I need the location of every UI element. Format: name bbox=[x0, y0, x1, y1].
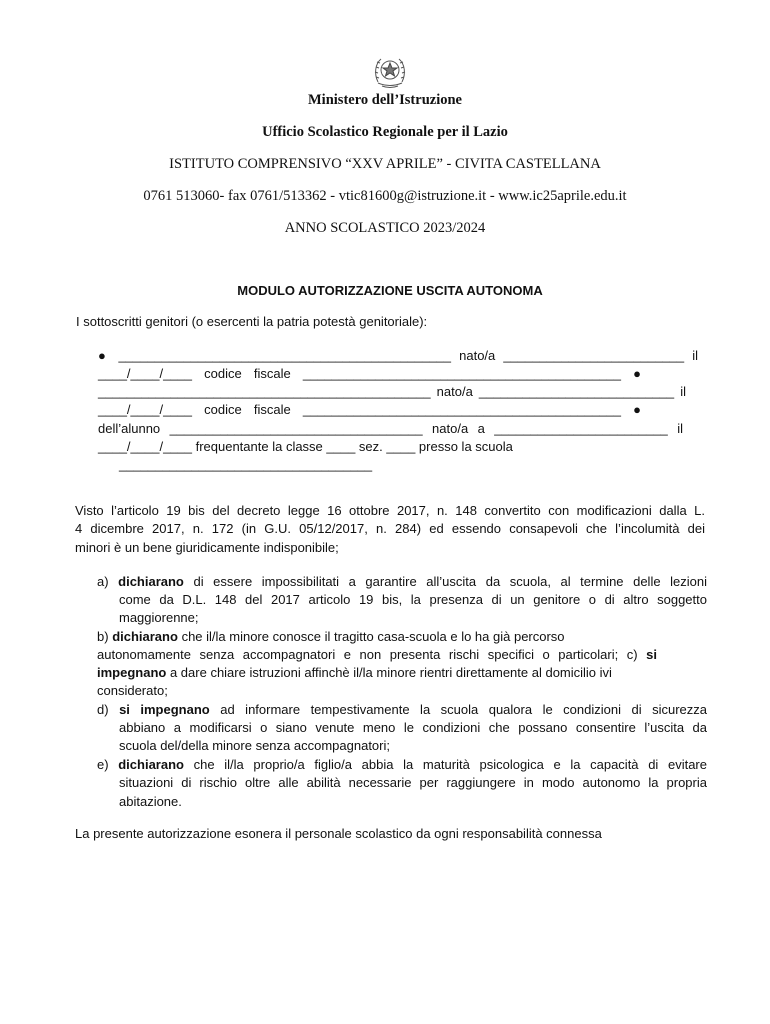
item-b-line-2: autonomamente senza accompagnatori e non presenta rischi specifici o particolari; c) si bbox=[97, 647, 657, 662]
item-a-marker: a) bbox=[97, 574, 109, 589]
student-name-field[interactable]: dell’alunno ___________________________________ nato/a a ________________________ il bbox=[98, 421, 683, 436]
ministry-title: Ministero dell’Istruzione bbox=[308, 92, 462, 108]
item-a-line-3: maggiorenne; bbox=[119, 610, 199, 625]
item-b-line-1 bbox=[97, 628, 565, 646]
student-class-field[interactable]: ____/____/____ frequentante la classe ____ sez. ____ presso la scuola bbox=[98, 439, 513, 454]
school-year: ANNO SCOLASTICO 2023/2024 bbox=[284, 220, 486, 236]
item-e-line-2: situazioni di rischio oltre alle abilità necessarie per raggiungere in modo autonomo la propria bbox=[119, 775, 707, 790]
item-c-verb-part-1: si bbox=[646, 647, 657, 662]
item-e-line-1: e) dichiarano che il/la proprio/a figlio/a abbia la maturità psicologica e la capacità di evitare bbox=[97, 757, 707, 772]
item-d-line-1: d) si impegnano ad informare tempestivamente la scuola qualora le condizioni di sicurezza bbox=[97, 702, 707, 717]
item-b-verb: dichiarano bbox=[112, 629, 178, 644]
institute-name: ISTITUTO COMPRENSIVO “XXV APRILE” - CIVITA CASTELLANA bbox=[169, 156, 601, 172]
item-c-verb-part-2: impegnano bbox=[97, 665, 167, 680]
parent1-birth-cf-field[interactable]: ____/____/____ codice fiscale ____________________________________________ ● bbox=[98, 366, 641, 381]
form-title: MODULO AUTORIZZAZIONE USCITA AUTONOMA bbox=[237, 283, 543, 298]
parent2-name-field[interactable]: ______________________________________________ nato/a ___________________________ il bbox=[98, 384, 686, 399]
intro-text: I sottoscritti genitori (o esercenti la patria potestà genitoriale): bbox=[76, 314, 428, 329]
italian-republic-emblem-icon bbox=[372, 52, 408, 90]
item-b-text: che il/la minore conosce il tragitto casa-scuola e lo ha già percorso bbox=[181, 629, 565, 644]
parent2-birth-cf-field[interactable]: ____/____/____ codice fiscale ____________________________________________ ● bbox=[98, 402, 641, 417]
item-a-text: di essere impossibilitati a garantire all’uscita da scuola, al termine delle lezioni bbox=[193, 574, 707, 589]
premise-line-2: 4 dicembre 2017, n. 172 (in G.U. 05/12/2017, n. 284) ed essendo consapevoli che l’incolumità dei bbox=[75, 521, 705, 536]
item-a-line-2: come da D.L. 148 del 2017 articolo 19 bis, la presenza di un genitore o di altro soggetto bbox=[119, 592, 707, 607]
school-name-field[interactable]: ___________________________________ bbox=[119, 457, 373, 472]
item-d-line-2: abbiano a modificarsi o siano venute meno le condizioni che possano consentire l’uscita da bbox=[119, 720, 707, 735]
premise-line-1: Visto l’articolo 19 bis del decreto legge 16 ottobre 2017, n. 148 convertito con modificazioni dalla L. bbox=[75, 503, 705, 518]
contacts-line: 0761 513060- fax 0761/513362 - vtic81600g@istruzione.it - www.ic25aprile.edu.it bbox=[143, 188, 627, 204]
parent1-name-field[interactable]: ● ______________________________________________ nato/a _________________________ il bbox=[98, 348, 698, 363]
item-d-marker: d) bbox=[97, 702, 109, 717]
item-e-marker: e) bbox=[97, 757, 109, 772]
item-a-verb: dichiarano bbox=[118, 574, 184, 589]
item-e-line-3: abitazione. bbox=[119, 794, 182, 809]
regional-office: Ufficio Scolastico Regionale per il Lazio bbox=[262, 124, 508, 140]
item-b-line-3: impegnano a dare chiare istruzioni affinchè il/la minore rientri direttamente al domicilio ivi bbox=[97, 665, 612, 680]
item-a-line-1 bbox=[97, 573, 707, 591]
item-b-marker: b) bbox=[97, 629, 109, 644]
closing-statement: La presente autorizzazione esonera il personale scolastico da ogni responsabilità connessa bbox=[75, 826, 602, 841]
item-b-line-4: considerato; bbox=[97, 683, 168, 698]
premise-line-3: minori è un bene giuridicamente indisponibile; bbox=[75, 540, 339, 555]
item-d-verb: si impegnano bbox=[119, 702, 210, 717]
item-d-line-3: scuola del/della minore senza accompagnatori; bbox=[119, 738, 390, 753]
item-e-verb: dichiarano bbox=[118, 757, 184, 772]
